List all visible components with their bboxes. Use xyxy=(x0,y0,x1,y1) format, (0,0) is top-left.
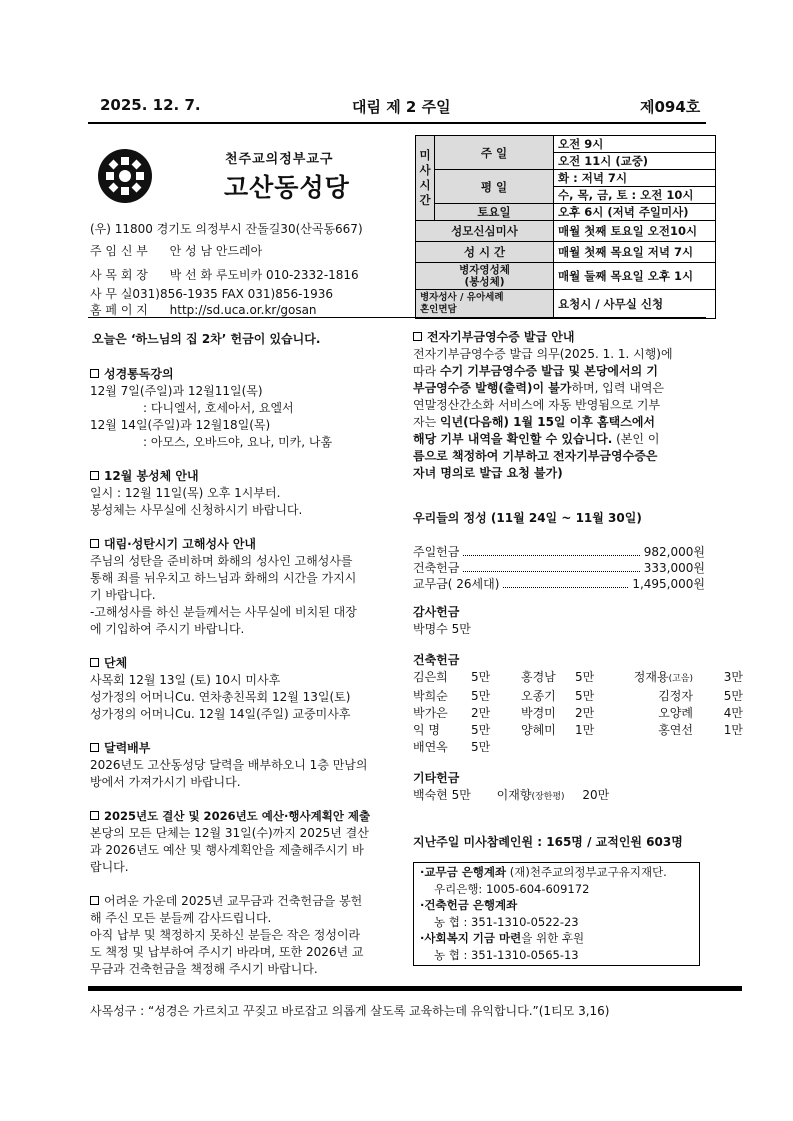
receipt-title-text: 전자기부금영수증 발급 안내 xyxy=(427,330,575,344)
bank-line-5b: 을 위한 후원 xyxy=(521,931,585,945)
receipt-line-5b: 익년(다음해) 1월 15일 이후 홈택스에서 xyxy=(440,415,656,429)
devotion-mass: 매월 첫째 토요일 오전10시 xyxy=(554,221,716,242)
donor-name: 박가은 xyxy=(413,706,448,720)
notice-text: 오늘은 ‘하느님의 집 2차’ 헌금이 있습니다. xyxy=(92,332,321,346)
receipt-line-6b: (본인 이 xyxy=(612,432,660,446)
weekday-label: 평 일 xyxy=(435,170,554,204)
thanks-line-5: 무금과 건축헌금을 책정해 주시기 바랍니다. xyxy=(90,962,318,976)
misc-request: 요청시 / 사무실 신청 xyxy=(554,290,716,319)
donor-name: 익 명 xyxy=(413,723,440,737)
calendar-line-1: 2026년도 고산동성당 달력을 배부하오니 1층 만남의 xyxy=(90,758,368,772)
donor-amount: 5만 xyxy=(575,670,595,684)
footer-rule xyxy=(88,986,742,991)
section-rule xyxy=(88,317,706,318)
receipt-line-2 xyxy=(413,363,705,380)
thanks-line-4: 도 책정 및 납부하여 주시기 바라며, 또한 2026년 교 xyxy=(90,945,364,959)
pastor-name: 안 성 남 안드레아 xyxy=(169,244,263,258)
council-chair: 박 선 화 루도비카 010-2332-1816 xyxy=(169,268,359,282)
confession-line-3: 기 바랍니다. xyxy=(90,588,156,602)
mass-time-label: 미 사 시 간 xyxy=(416,136,435,221)
receipt-line-4: 연말정산간소화 서비스에 자동 반영됨으로 기부 xyxy=(413,398,661,412)
donor-name: 오종기 xyxy=(521,689,556,703)
confession-line-4: -고해성사를 하신 분들께서는 사무실에 비치된 대장 xyxy=(90,605,357,619)
receipt-line-5a: 자는 xyxy=(413,415,440,429)
donor-amount: 5만 xyxy=(471,723,491,737)
bible-line-2: : 다니엘서, 호세아서, 요엘서 xyxy=(143,401,294,415)
bullet-icon xyxy=(90,658,99,667)
bank-account-box xyxy=(413,862,700,966)
anointing-label-2: (봉성체) xyxy=(464,276,505,288)
office-label: 사 무 실 xyxy=(90,287,133,301)
offering-label: 건축헌금 xyxy=(413,561,460,575)
offering-amount: 982,000원 xyxy=(643,545,705,559)
donor-name: 박경미 xyxy=(521,706,556,720)
donor-amount: 2만 xyxy=(575,706,595,720)
donor-amount: 4만 xyxy=(723,706,743,720)
misc-label-1: 병자성사 / 유아세례 xyxy=(420,292,504,303)
receipt-line-7: 름으로 책정하여 기부하고 전자기부금영수증은 xyxy=(413,449,658,463)
leader-dots xyxy=(463,560,639,572)
homepage-label: 홈 페 이 지 xyxy=(90,303,148,317)
budget-title xyxy=(90,808,380,825)
confession-title xyxy=(90,536,380,553)
other-donor-2-amount: 20만 xyxy=(582,788,610,802)
anointing-label-1: 병자영성체 xyxy=(459,264,510,276)
offering-list xyxy=(413,544,705,592)
issue-number: 제094호 xyxy=(640,98,701,116)
other-donor-2-note: (장한평) xyxy=(531,792,565,802)
donor-name: 박희순 xyxy=(413,689,448,703)
mass-schedule-table xyxy=(415,135,716,319)
thanks-line-1 xyxy=(90,893,380,910)
donor-amount: 5만 xyxy=(471,740,491,754)
budget-title-text: 2025년도 결산 및 2026년도 예산·행사계획안 제출 xyxy=(104,809,371,823)
header-rule xyxy=(88,122,706,124)
confession-line-5: 에 기입하여 주시기 바랍니다. xyxy=(90,622,245,636)
receipt-line-6a: 해당 기부 내역을 확인할 수 있습니다. xyxy=(413,432,613,446)
donor-name: 홍연선 xyxy=(658,723,693,737)
bullet-icon xyxy=(90,539,99,548)
pastoral-motto: 사목성구 : “성경은 가르치고 꾸짖고 바로잡고 의롭게 살도록 교육하는데 유익합니다.”(1티모 3,16) xyxy=(90,1004,610,1018)
issue-date: 2025. 12. 7. xyxy=(100,96,201,114)
bullet-icon xyxy=(90,369,99,378)
offering-row xyxy=(413,576,705,592)
calendar-title-text: 달력배부 xyxy=(104,741,151,755)
offering-row xyxy=(413,560,705,576)
donor-amount: 5만 xyxy=(723,689,743,703)
donor-name: 홍경남 xyxy=(521,670,556,684)
homepage-row xyxy=(90,301,317,318)
receipt-line-3a: 부금영수증 발행(출력)이 불가 xyxy=(413,381,572,395)
devotion-label: 성모신심미사 xyxy=(416,221,554,242)
sunday-label: 주 일 xyxy=(435,136,554,170)
anointing-time: 매월 둘째 목요일 오후 1시 xyxy=(554,263,716,290)
bank-line-1b: (재)천주교의정부교구유지재단. xyxy=(506,865,667,879)
other-offering-line xyxy=(413,787,705,806)
bible-line-3: 12월 14일(주일)과 12월18일(목) xyxy=(90,418,271,432)
weekday-mass-2: 수, 목, 금, 토 : 오전 10시 xyxy=(554,187,716,204)
receipt-line-8: 자녀 명의로 발급 요청 불가) xyxy=(413,466,563,480)
donor-name: 김정자 xyxy=(658,689,693,703)
council-label: 사 목 회 장 xyxy=(90,268,148,282)
bullet-icon xyxy=(90,896,99,905)
bible-title-text: 성경통독강의 xyxy=(104,367,174,381)
thanks-line-3: 아직 납부 및 책정하지 못하신 분들은 작은 정성이라 xyxy=(90,928,361,942)
receipt-line-1: 전자기부금영수증 발급 의무(2025. 1. 1. 시행)에 xyxy=(413,347,673,361)
other-donor-2: 이재향 xyxy=(496,788,532,802)
donor-amount: 5만 xyxy=(575,689,595,703)
thanks-line-2: 해 주신 모든 분들께 감사드립니다. xyxy=(90,911,272,925)
thanks-offering-title: 감사헌금 xyxy=(413,605,460,619)
confession-line-2: 통해 죄를 뉘우치고 하느님과 화해의 시간을 가지시 xyxy=(90,571,357,585)
receipt-line-6 xyxy=(413,431,705,448)
building-offering-title: 건축헌금 xyxy=(413,653,460,667)
calendar-title xyxy=(90,740,380,757)
offering-amount: 333,000원 xyxy=(643,561,705,575)
offering-label: 교무금( 26세대) xyxy=(413,577,500,591)
receipt-line-3 xyxy=(413,380,705,397)
groups-line-1: 사목회 12월 13일 (토) 10시 미사후 xyxy=(90,673,281,687)
diocese-name: 천주교의정부교구 xyxy=(225,152,334,167)
bank-line-4: 농 협 : 351-1310-0522-23 xyxy=(434,914,579,929)
bullet-icon xyxy=(413,332,422,341)
bank-line-3: ·건축헌금 은행계좌 xyxy=(420,898,518,912)
bible-line-4: : 아모스, 오바드야, 요나, 미카, 나훔 xyxy=(143,435,333,449)
comm-title-text: 12월 봉성체 안내 xyxy=(104,469,199,483)
misc-label-2: 혼인면담 xyxy=(420,304,457,315)
holyhour-time: 매월 첫째 목요일 저녁 7시 xyxy=(554,242,716,263)
pastor-row xyxy=(90,242,262,259)
bullet-icon xyxy=(90,811,99,820)
offering-amount: 1,495,000원 xyxy=(632,577,705,591)
homepage-link[interactable]: http://sd.uca.or.kr/gosan xyxy=(169,303,317,317)
office-phone: 031)856-1935 FAX 031)856-1936 xyxy=(132,287,333,301)
bible-line-1: 12월 7일(주일)과 12월11일(목) xyxy=(90,384,263,398)
donor-name: 배연옥 xyxy=(413,740,448,754)
misc-label xyxy=(416,290,554,319)
leader-dots xyxy=(503,576,628,588)
comm-title xyxy=(90,468,380,485)
left-column xyxy=(90,331,380,978)
saturday-label: 토요일 xyxy=(435,204,554,221)
bank-line-6: 농 협 : 351-1310-0565-13 xyxy=(434,947,579,962)
weekday-mass-1: 화 : 저녁 7시 xyxy=(554,170,716,187)
right-column xyxy=(413,329,743,851)
budget-line-2: 과 2026년도 예산 및 행사계획안을 제출해주시기 바 xyxy=(90,843,364,857)
confession-line-1: 주님의 성탄을 준비하며 화해의 성사인 고해성사를 xyxy=(90,554,353,568)
building-offering-grid xyxy=(413,669,743,756)
leader-dots xyxy=(463,544,639,556)
receipt-line-2a: 따라 xyxy=(413,364,440,378)
donor-amount: 5만 xyxy=(471,689,491,703)
donor-name: 김은희 xyxy=(413,670,448,684)
groups-line-2: 성가정의 어머니Cu. 연차총친목회 12월 13일(토) xyxy=(90,690,351,704)
bank-line-1 xyxy=(420,864,699,881)
groups-title xyxy=(90,655,380,672)
sunday-mass-1: 오전 9시 xyxy=(554,136,716,153)
anointing-label xyxy=(416,263,554,290)
groups-title-text: 단체 xyxy=(104,656,128,670)
offering-title: 우리들의 정성 (11월 24일 ~ 11월 30일) xyxy=(413,511,642,525)
parish-name: 고산동성당 xyxy=(224,173,350,202)
offering-label: 주일헌금 xyxy=(413,545,460,559)
sunday-mass-2: 오전 11시 (교중) xyxy=(554,153,716,170)
donor-name: 정재용(고음) xyxy=(633,670,693,684)
groups-line-3: 성가정의 어머니Cu. 12월 14일(주일) 교중미사후 xyxy=(90,707,351,721)
council-row xyxy=(90,266,359,283)
pastor-label: 주 임 신 부 xyxy=(90,244,148,258)
bank-line-2: 우리은행: 1005-604-609172 xyxy=(434,881,590,896)
donor-amount: 5만 xyxy=(471,670,491,684)
thanks-line-1-text: 어려운 가운데 2025년 교무금과 건축헌금을 봉헌 xyxy=(104,894,363,908)
office-row xyxy=(90,285,333,302)
bullet-icon xyxy=(90,471,99,480)
other-donor-1: 백숙현 5만 xyxy=(413,788,471,802)
confession-title-text: 대림·성탄시기 고해성사 안내 xyxy=(104,537,257,551)
budget-line-1: 본당의 모든 단체는 12월 31일(수)까지 2025년 결산 xyxy=(90,826,369,840)
bullet-icon xyxy=(90,743,99,752)
calendar-line-2: 방에서 가져가시기 바랍니다. xyxy=(90,775,241,789)
offering-row xyxy=(413,544,705,560)
thanks-offering-line: 박명수 5만 xyxy=(413,622,471,636)
bank-line-5a: ·사회복지 기금 마련 xyxy=(420,931,522,945)
bank-line-1a: ·교무금 은행계좌 xyxy=(420,865,507,879)
parish-logo-icon xyxy=(97,148,153,204)
donor-name: 양혜미 xyxy=(521,723,556,737)
attendance-line: 지난주일 미사참례인원 : 165명 / 교적인원 603명 xyxy=(413,835,683,849)
receipt-line-5 xyxy=(413,414,705,431)
other-offering-title: 기타헌금 xyxy=(413,771,460,785)
receipt-line-2b: 수기 기부금영수증 발급 및 본당에서의 기 xyxy=(440,364,658,378)
holyhour-label: 성 시 간 xyxy=(416,242,554,263)
liturgical-sunday: 대림 제 2 주일 xyxy=(352,98,451,116)
comm-line-1: 일시 : 12월 11일(목) 오후 1시부터. xyxy=(90,486,281,500)
bank-line-5 xyxy=(420,930,699,947)
receipt-title xyxy=(413,329,705,346)
donor-amount: 1만 xyxy=(723,723,743,737)
donor-amount: 3만 xyxy=(723,670,743,684)
comm-line-2: 봉성체는 사무실에 신청하시기 바랍니다. xyxy=(90,503,303,517)
address: (우) 11800 경기도 의정부시 잔돌길30(산곡동667) xyxy=(90,222,363,236)
budget-line-3: 랍니다. xyxy=(90,860,129,874)
donor-amount: 1만 xyxy=(575,723,595,737)
donor-amount: 2만 xyxy=(471,706,491,720)
bible-title xyxy=(90,366,380,383)
donor-name: 오양례 xyxy=(658,706,693,720)
saturday-mass: 오후 6시 (저녁 주일미사) xyxy=(554,204,716,221)
receipt-line-3b: 하며, 입력 내역은 xyxy=(571,381,665,395)
